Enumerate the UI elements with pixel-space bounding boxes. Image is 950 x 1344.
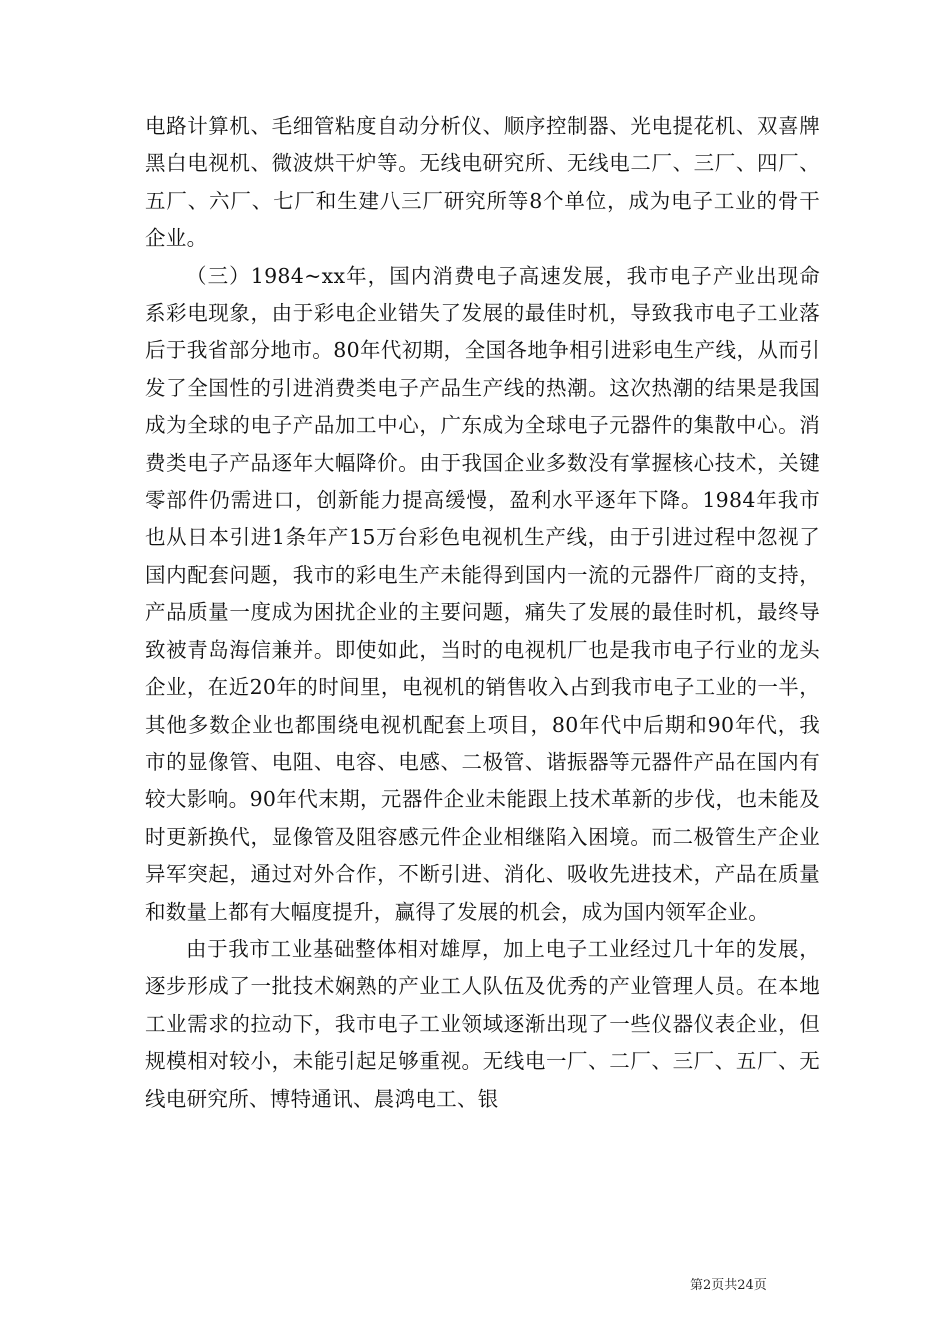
paragraph-industry-base: 由于我市工业基础整体相对雄厚，加上电子工业经过几十年的发展，逐步形成了一批技术娴熟的产业工人队伍及优秀的产业管理人员。在本地工业需求的拉动下，我市电子工业领域逐渐出现了一些仪器仪表企业，但规模相对较小，未能引起足够重视。无线电一厂、二厂、三厂、五厂、无线电研究所、博特通讯、晨鸿电工、银	[145, 936, 820, 1111]
document-body	[145, 108, 820, 1118]
paragraph-continuation: 电路计算机、毛细管粘度自动分析仪、顺序控制器、光电提花机、双喜牌黑白电视机、微波烘干炉等。无线电研究所、无线电二厂、三厂、四厂、五厂、六厂、七厂和生建八三厂研究所等8个单位，成为电子工业的骨干企业。	[145, 114, 820, 251]
page-number-footer: 第2页共24页	[690, 1278, 767, 1293]
paragraph-section-three: （三）1984~xx年，国内消费电子高速发展，我市电子产业出现命系彩电现象，由于彩电企业错失了发展的最佳时机，导致我市电子工业落后于我省部分地市。80年代初期，全国各地争相引进彩电生产线，从而引发了全国性的引进消费类电子产品生产线的热潮。这次热潮的结果是我国成为全球的电子产品加工中心，广东成为全球电子元器件的集散中心。消费类电子产品逐年大幅降价。由于我国企业多数没有掌握核心技术，关键零部件仍需进口，创新能力提高缓慢，盈利水平逐年下降。1984年我市也从日本引进1条年产15万台彩色电视机生产线，由于引进过程中忽视了国内配套问题，我市的彩电生产未能得到国内一流的元器件厂商的支持，产品质量一度成为困扰企业的主要问题，痛失了发展的最佳时机，最终导致被青岛海信兼并。即使如此，当时的电视机厂也是我市电子行业的龙头企业，在近20年的时间里，电视机的销售收入占到我市电子工业的一半，其他多数企业也都围绕电视机配套上项目，80年代中后期和90年代，我市的显像管、电阻、电容、电感、二极管、谐振器等元器件产品在国内有较大影响。90年代末期，元器件企业未能跟上技术革新的步伐，也未能及时更新换代，显像管及阻容感元件企业相继陷入困境。而二极管生产企业异军突起，通过对外合作，不断引进、消化、吸收先进技术，产品在质量和数量上都有大幅度提升，赢得了发展的机会，成为国内领军企业。	[145, 263, 820, 924]
